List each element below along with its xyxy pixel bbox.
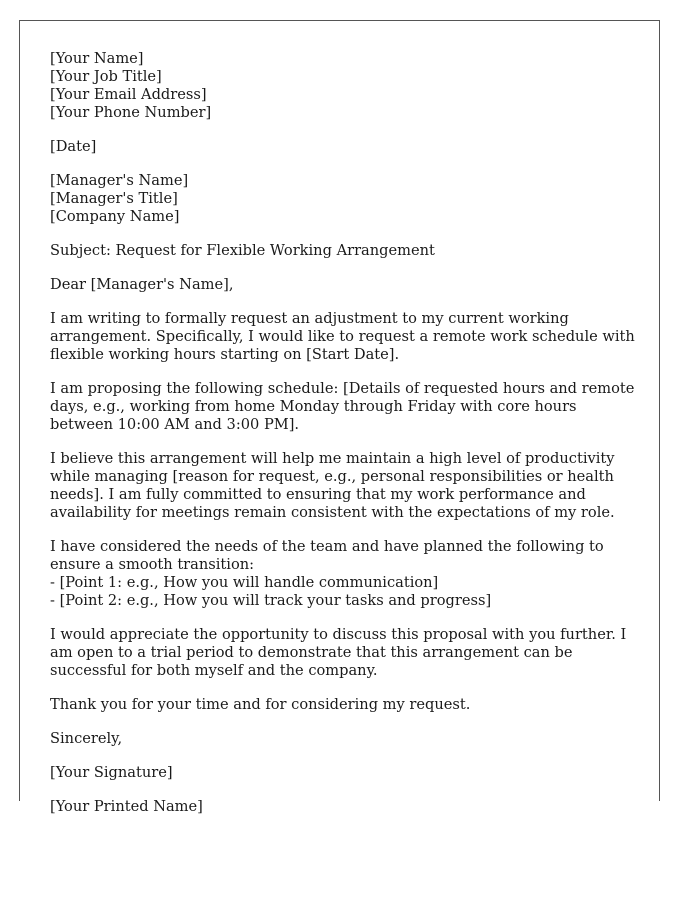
recipient-company: [Company Name] xyxy=(50,208,180,225)
transition-intro: I have considered the needs of the team and have planned the following to ensure a smooth transition: xyxy=(50,538,604,573)
body-paragraph-3: I believe this arrangement will help me maintain a high level of productivity while managing [reason for request, e.g., personal responsibilities or health needs]. I am fully committed to ensuring that my work performance and availability for meetings remain consistent with the expectations of my role. xyxy=(50,450,615,521)
printed-name: [Your Printed Name] xyxy=(50,798,203,815)
body-paragraph-2: I am proposing the following schedule: [Details of requested hours and remote days, e.g., working from home Monday through Friday with core hours between 10:00 AM and 3:00 PM]. xyxy=(50,380,635,433)
body-paragraph-1: I am writing to formally request an adjustment to my current working arrangement. Specifically, I would like to request a remote work schedule with flexible working hours starting on [Start Date]. xyxy=(50,310,635,363)
letter-content xyxy=(50,50,640,832)
sender-name: [Your Name] xyxy=(50,50,144,67)
body-paragraph-5: I would appreciate the opportunity to discuss this proposal with you further. I am open to a trial period to demonstrate that this arrangement can be successful for both myself and the company. xyxy=(50,626,627,679)
body-paragraph-6: Thank you for your time and for considering my request. xyxy=(50,696,471,713)
transition-point-1: - [Point 1: e.g., How you will handle communication] xyxy=(50,574,439,591)
recipient-block xyxy=(50,172,640,226)
sender-block xyxy=(50,50,640,122)
salutation: Dear [Manager's Name], xyxy=(50,276,234,293)
sender-job-title: [Your Job Title] xyxy=(50,68,162,85)
sender-phone: [Your Phone Number] xyxy=(50,104,212,121)
transition-point-2: - [Point 2: e.g., How you will track your tasks and progress] xyxy=(50,592,492,609)
closing: Sincerely, xyxy=(50,730,123,747)
recipient-title: [Manager's Title] xyxy=(50,190,178,207)
body-paragraph-4 xyxy=(50,538,640,610)
letter-page xyxy=(19,20,660,815)
sender-email: [Your Email Address] xyxy=(50,86,207,103)
signature: [Your Signature] xyxy=(50,764,173,781)
recipient-name: [Manager's Name] xyxy=(50,172,189,189)
letter-date: [Date] xyxy=(50,138,97,155)
subject-line: Subject: Request for Flexible Working Arrangement xyxy=(50,242,435,259)
